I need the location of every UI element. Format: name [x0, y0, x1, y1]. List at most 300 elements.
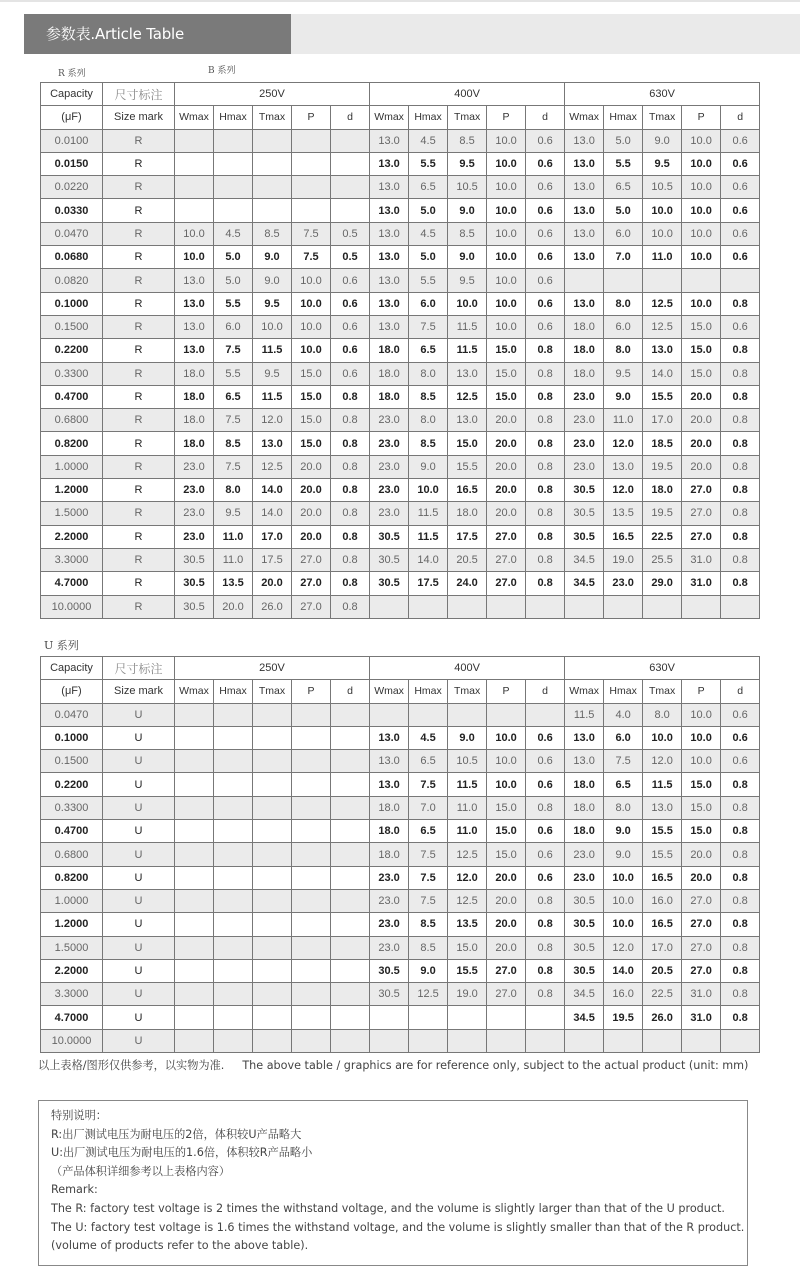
value-cell-v250-d: 0.8	[331, 502, 370, 525]
value-cell-v250-p	[292, 1029, 331, 1052]
value-cell-v400-tmax: 15.5	[448, 455, 487, 478]
value-cell-v630-d: 0.8	[721, 502, 760, 525]
value-cell-v630-d	[721, 269, 760, 292]
value-cell-v630-p: 15.0	[682, 796, 721, 819]
size-mark-cell: R	[103, 502, 175, 525]
table-row	[41, 726, 760, 749]
capacity-cell: 0.4700	[41, 820, 103, 843]
value-cell-v250-hmax	[214, 936, 253, 959]
value-cell-v400-tmax: 10.0	[448, 292, 487, 315]
value-cell-v250-tmax	[253, 726, 292, 749]
value-cell-v250-hmax: 5.0	[214, 246, 253, 269]
value-cell-v630-d: 0.8	[721, 292, 760, 315]
value-cell-v250-hmax	[214, 983, 253, 1006]
value-cell-v630-p: 27.0	[682, 913, 721, 936]
value-cell-v400-hmax: 7.5	[409, 315, 448, 338]
value-cell-v250-tmax: 9.5	[253, 362, 292, 385]
value-cell-v250-d: 0.6	[331, 315, 370, 338]
value-cell-v400-hmax: 9.0	[409, 455, 448, 478]
value-cell-v400-p	[487, 703, 526, 726]
value-cell-v630-p: 15.0	[682, 773, 721, 796]
value-cell-v400-d: 0.8	[526, 572, 565, 595]
value-cell-v400-d: 0.6	[526, 726, 565, 749]
value-cell-v250-d: 0.6	[331, 292, 370, 315]
value-cell-v250-wmax: 13.0	[175, 339, 214, 362]
value-cell-v400-d: 0.6	[526, 292, 565, 315]
value-cell-v250-wmax	[175, 129, 214, 152]
value-cell-v250-p	[292, 936, 331, 959]
column-header-p: P	[292, 680, 331, 703]
value-cell-v400-hmax: 4.5	[409, 222, 448, 245]
column-header-wmax: Wmax	[565, 680, 604, 703]
table-row	[41, 385, 760, 408]
value-cell-v250-wmax: 23.0	[175, 455, 214, 478]
capacity-cell: 0.3300	[41, 362, 103, 385]
value-cell-v250-tmax: 8.5	[253, 222, 292, 245]
value-cell-v630-hmax: 23.0	[604, 572, 643, 595]
value-cell-v630-hmax: 6.0	[604, 315, 643, 338]
value-cell-v400-wmax: 13.0	[370, 152, 409, 175]
size-mark-cell: R	[103, 176, 175, 199]
value-cell-v630-tmax	[643, 1029, 682, 1052]
value-cell-v630-hmax	[604, 1029, 643, 1052]
value-cell-v630-p: 10.0	[682, 222, 721, 245]
value-cell-v250-tmax	[253, 820, 292, 843]
value-cell-v630-tmax: 16.5	[643, 913, 682, 936]
voltage-header-400v: 400V	[370, 83, 565, 106]
value-cell-v400-p	[487, 1029, 526, 1052]
value-cell-v630-wmax: 30.5	[565, 479, 604, 502]
voltage-header-250v: 250V	[175, 83, 370, 106]
value-cell-v400-wmax: 13.0	[370, 199, 409, 222]
value-cell-v250-d	[331, 889, 370, 912]
size-mark-cell: R	[103, 572, 175, 595]
value-cell-v250-d	[331, 176, 370, 199]
value-cell-v630-tmax: 15.5	[643, 843, 682, 866]
table-row	[41, 773, 760, 796]
value-cell-v630-tmax	[643, 595, 682, 618]
table-row	[41, 409, 760, 432]
value-cell-v400-p: 20.0	[487, 432, 526, 455]
table-row	[41, 820, 760, 843]
size-mark-cell: R	[103, 315, 175, 338]
value-cell-v400-d: 0.8	[526, 889, 565, 912]
value-cell-v400-hmax	[409, 595, 448, 618]
value-cell-v630-d: 0.8	[721, 773, 760, 796]
value-cell-v250-d: 0.5	[331, 246, 370, 269]
size-mark-cell: U	[103, 983, 175, 1006]
value-cell-v400-hmax	[409, 703, 448, 726]
value-cell-v400-tmax: 18.0	[448, 502, 487, 525]
value-cell-v250-wmax	[175, 152, 214, 175]
value-cell-v250-wmax: 13.0	[175, 292, 214, 315]
value-cell-v630-hmax: 5.0	[604, 129, 643, 152]
capacity-cell: 0.3300	[41, 796, 103, 819]
value-cell-v250-tmax	[253, 199, 292, 222]
value-cell-v400-tmax	[448, 1029, 487, 1052]
value-cell-v630-p: 27.0	[682, 959, 721, 982]
value-cell-v400-wmax: 13.0	[370, 222, 409, 245]
value-cell-v250-d: 0.8	[331, 479, 370, 502]
value-cell-v630-d: 0.6	[721, 129, 760, 152]
value-cell-v400-tmax: 15.5	[448, 959, 487, 982]
value-cell-v630-wmax	[565, 595, 604, 618]
value-cell-v250-p	[292, 1006, 331, 1029]
value-cell-v400-tmax: 15.0	[448, 936, 487, 959]
value-cell-v630-tmax: 18.0	[643, 479, 682, 502]
size-mark-cell: U	[103, 820, 175, 843]
reference-note	[38, 1057, 748, 1073]
value-cell-v400-wmax: 30.5	[370, 959, 409, 982]
value-cell-v630-tmax: 20.5	[643, 959, 682, 982]
size-mark-cell: R	[103, 199, 175, 222]
value-cell-v400-hmax	[409, 1006, 448, 1029]
value-cell-v400-d: 0.6	[526, 152, 565, 175]
value-cell-v250-tmax	[253, 703, 292, 726]
capacity-cell: 0.0330	[41, 199, 103, 222]
value-cell-v400-p: 10.0	[487, 176, 526, 199]
value-cell-v400-wmax: 13.0	[370, 129, 409, 152]
value-cell-v250-d	[331, 983, 370, 1006]
table-row	[41, 959, 760, 982]
size-mark-cell: R	[103, 385, 175, 408]
value-cell-v630-tmax: 19.5	[643, 455, 682, 478]
value-cell-v630-p	[682, 269, 721, 292]
value-cell-v250-wmax: 23.0	[175, 525, 214, 548]
value-cell-v630-hmax: 7.5	[604, 750, 643, 773]
capacity-header: Capacity	[41, 83, 103, 106]
value-cell-v630-p: 27.0	[682, 936, 721, 959]
size-mark-header-cn: 尺寸标注	[103, 83, 175, 106]
value-cell-v250-hmax	[214, 152, 253, 175]
value-cell-v400-d: 0.6	[526, 246, 565, 269]
value-cell-v630-wmax: 30.5	[565, 936, 604, 959]
u-series-label: U 系列	[44, 639, 79, 652]
capacity-cell: 2.2000	[41, 525, 103, 548]
column-header-d: d	[721, 680, 760, 703]
value-cell-v250-wmax: 30.5	[175, 548, 214, 571]
value-cell-v250-tmax: 9.0	[253, 269, 292, 292]
value-cell-v630-d: 0.8	[721, 959, 760, 982]
column-header-d: d	[331, 680, 370, 703]
size-mark-cell: U	[103, 913, 175, 936]
value-cell-v630-hmax: 8.0	[604, 292, 643, 315]
value-cell-v400-tmax: 8.5	[448, 222, 487, 245]
value-cell-v250-d	[331, 866, 370, 889]
value-cell-v630-hmax: 8.0	[604, 339, 643, 362]
value-cell-v250-d	[331, 843, 370, 866]
value-cell-v630-wmax: 34.5	[565, 548, 604, 571]
value-cell-v630-hmax: 10.0	[604, 889, 643, 912]
value-cell-v400-d: 0.6	[526, 222, 565, 245]
value-cell-v250-d	[331, 913, 370, 936]
value-cell-v630-d: 0.8	[721, 525, 760, 548]
value-cell-v400-wmax: 30.5	[370, 572, 409, 595]
size-mark-cell: R	[103, 129, 175, 152]
value-cell-v400-p: 15.0	[487, 385, 526, 408]
value-cell-v250-tmax: 13.0	[253, 432, 292, 455]
size-mark-cell: R	[103, 455, 175, 478]
column-header-d: d	[526, 106, 565, 129]
column-header-hmax: Hmax	[409, 680, 448, 703]
value-cell-v400-d: 0.6	[526, 843, 565, 866]
column-header-d: d	[721, 106, 760, 129]
value-cell-v400-wmax: 13.0	[370, 176, 409, 199]
remark-line: 特别说明：	[51, 1109, 107, 1122]
value-cell-v630-p: 15.0	[682, 315, 721, 338]
size-mark-cell: U	[103, 1029, 175, 1052]
value-cell-v630-hmax: 16.0	[604, 983, 643, 1006]
table-row	[41, 750, 760, 773]
value-cell-v630-d: 0.6	[721, 246, 760, 269]
value-cell-v250-hmax: 5.0	[214, 269, 253, 292]
value-cell-v250-d: 0.8	[331, 432, 370, 455]
size-mark-cell: R	[103, 362, 175, 385]
value-cell-v250-hmax	[214, 866, 253, 889]
value-cell-v630-hmax: 6.0	[604, 222, 643, 245]
size-mark-header-cn: 尺寸标注	[103, 657, 175, 680]
size-mark-cell: U	[103, 726, 175, 749]
value-cell-v400-d: 0.8	[526, 983, 565, 1006]
capacity-unit-header: (μF)	[41, 106, 103, 129]
value-cell-v630-tmax: 17.0	[643, 936, 682, 959]
value-cell-v630-d: 0.8	[721, 362, 760, 385]
capacity-unit-header: (μF)	[41, 680, 103, 703]
column-header-wmax: Wmax	[370, 106, 409, 129]
value-cell-v250-tmax: 20.0	[253, 572, 292, 595]
table-row	[41, 1029, 760, 1052]
value-cell-v630-wmax: 30.5	[565, 959, 604, 982]
value-cell-v400-d	[526, 703, 565, 726]
capacity-cell: 0.2200	[41, 339, 103, 362]
size-mark-cell: U	[103, 703, 175, 726]
table-row	[41, 502, 760, 525]
value-cell-v250-hmax: 20.0	[214, 595, 253, 618]
value-cell-v400-hmax: 7.5	[409, 773, 448, 796]
value-cell-v250-wmax: 30.5	[175, 572, 214, 595]
value-cell-v250-hmax: 9.5	[214, 502, 253, 525]
size-mark-cell: U	[103, 1006, 175, 1029]
value-cell-v630-wmax: 34.5	[565, 572, 604, 595]
voltage-header-630v: 630V	[565, 83, 760, 106]
value-cell-v400-hmax: 8.0	[409, 409, 448, 432]
table-row	[41, 913, 760, 936]
value-cell-v250-hmax	[214, 796, 253, 819]
value-cell-v250-tmax	[253, 176, 292, 199]
value-cell-v630-tmax: 26.0	[643, 1006, 682, 1029]
capacity-cell: 0.0150	[41, 152, 103, 175]
value-cell-v400-wmax	[370, 1029, 409, 1052]
value-cell-v400-p: 27.0	[487, 959, 526, 982]
column-header-wmax: Wmax	[370, 680, 409, 703]
value-cell-v630-tmax: 8.0	[643, 703, 682, 726]
value-cell-v250-p: 15.0	[292, 409, 331, 432]
capacity-cell: 1.2000	[41, 913, 103, 936]
value-cell-v250-d	[331, 152, 370, 175]
value-cell-v400-p: 27.0	[487, 572, 526, 595]
value-cell-v630-tmax: 16.5	[643, 866, 682, 889]
value-cell-v250-p	[292, 796, 331, 819]
column-header-p: P	[487, 680, 526, 703]
value-cell-v250-wmax: 13.0	[175, 269, 214, 292]
value-cell-v400-d	[526, 1029, 565, 1052]
value-cell-v630-tmax: 9.5	[643, 152, 682, 175]
value-cell-v250-tmax	[253, 959, 292, 982]
value-cell-v630-d: 0.6	[721, 152, 760, 175]
capacity-cell: 0.4700	[41, 385, 103, 408]
value-cell-v400-hmax: 6.5	[409, 820, 448, 843]
value-cell-v400-d: 0.8	[526, 959, 565, 982]
value-cell-v630-d: 0.6	[721, 315, 760, 338]
value-cell-v250-tmax	[253, 983, 292, 1006]
value-cell-v250-wmax: 13.0	[175, 315, 214, 338]
value-cell-v400-p: 10.0	[487, 129, 526, 152]
reference-note-cn: 以上表格/图形仅供参考，以实物为准.	[38, 1059, 225, 1072]
value-cell-v250-wmax	[175, 959, 214, 982]
value-cell-v250-tmax: 9.0	[253, 246, 292, 269]
value-cell-v630-tmax: 10.0	[643, 222, 682, 245]
table-row	[41, 269, 760, 292]
value-cell-v630-wmax: 23.0	[565, 409, 604, 432]
value-cell-v400-d: 0.8	[526, 548, 565, 571]
column-header-hmax: Hmax	[214, 106, 253, 129]
size-mark-cell: R	[103, 479, 175, 502]
capacity-cell: 0.0470	[41, 222, 103, 245]
value-cell-v400-wmax: 23.0	[370, 479, 409, 502]
value-cell-v400-hmax: 7.0	[409, 796, 448, 819]
value-cell-v630-d: 0.8	[721, 339, 760, 362]
value-cell-v250-d	[331, 820, 370, 843]
column-header-tmax: Tmax	[643, 680, 682, 703]
remark-line: R:出厂测试电压为耐电压的2倍，体积较U产品略大	[51, 1127, 302, 1141]
capacity-cell: 1.5000	[41, 502, 103, 525]
value-cell-v400-hmax: 7.5	[409, 843, 448, 866]
r-series-table	[40, 82, 760, 619]
column-header-p: P	[292, 106, 331, 129]
value-cell-v630-hmax: 6.5	[604, 773, 643, 796]
value-cell-v400-wmax: 13.0	[370, 269, 409, 292]
value-cell-v250-tmax: 26.0	[253, 595, 292, 618]
value-cell-v250-wmax: 23.0	[175, 479, 214, 502]
value-cell-v250-wmax	[175, 796, 214, 819]
value-cell-v250-d: 0.8	[331, 572, 370, 595]
value-cell-v630-tmax: 14.0	[643, 362, 682, 385]
table-row	[41, 936, 760, 959]
value-cell-v400-tmax	[448, 595, 487, 618]
value-cell-v630-tmax: 13.0	[643, 339, 682, 362]
value-cell-v630-hmax: 5.0	[604, 199, 643, 222]
column-header-wmax: Wmax	[175, 106, 214, 129]
value-cell-v400-hmax: 8.5	[409, 913, 448, 936]
value-cell-v630-tmax: 16.0	[643, 889, 682, 912]
value-cell-v400-wmax: 23.0	[370, 409, 409, 432]
value-cell-v630-d: 0.8	[721, 548, 760, 571]
value-cell-v250-wmax	[175, 936, 214, 959]
value-cell-v400-p: 10.0	[487, 315, 526, 338]
value-cell-v630-p: 10.0	[682, 726, 721, 749]
size-mark-cell: R	[103, 409, 175, 432]
value-cell-v400-tmax: 9.5	[448, 152, 487, 175]
column-header-tmax: Tmax	[643, 106, 682, 129]
value-cell-v630-hmax: 9.0	[604, 843, 643, 866]
value-cell-v250-wmax: 23.0	[175, 502, 214, 525]
r-series-secondary-label: B 系列	[208, 66, 236, 76]
value-cell-v400-wmax	[370, 1006, 409, 1029]
value-cell-v250-wmax	[175, 773, 214, 796]
value-cell-v250-p: 10.0	[292, 269, 331, 292]
value-cell-v400-tmax: 10.5	[448, 176, 487, 199]
value-cell-v400-hmax: 9.0	[409, 959, 448, 982]
value-cell-v630-wmax: 23.0	[565, 432, 604, 455]
value-cell-v630-d	[721, 1029, 760, 1052]
value-cell-v630-d: 0.6	[721, 199, 760, 222]
value-cell-v630-d: 0.8	[721, 820, 760, 843]
value-cell-v630-hmax: 13.0	[604, 455, 643, 478]
value-cell-v400-wmax: 13.0	[370, 246, 409, 269]
value-cell-v630-wmax: 13.0	[565, 750, 604, 773]
value-cell-v250-hmax: 6.5	[214, 385, 253, 408]
value-cell-v250-hmax: 11.0	[214, 525, 253, 548]
value-cell-v400-hmax: 14.0	[409, 548, 448, 571]
value-cell-v400-p: 10.0	[487, 269, 526, 292]
value-cell-v250-p	[292, 773, 331, 796]
value-cell-v250-p	[292, 959, 331, 982]
value-cell-v250-d: 0.8	[331, 409, 370, 432]
value-cell-v400-hmax: 5.0	[409, 246, 448, 269]
value-cell-v630-wmax: 23.0	[565, 843, 604, 866]
value-cell-v630-p: 10.0	[682, 176, 721, 199]
table-row	[41, 595, 760, 618]
value-cell-v630-tmax: 22.5	[643, 525, 682, 548]
capacity-cell: 0.1000	[41, 292, 103, 315]
table-row	[41, 983, 760, 1006]
capacity-cell: 0.6800	[41, 843, 103, 866]
value-cell-v250-p	[292, 152, 331, 175]
value-cell-v630-wmax: 18.0	[565, 339, 604, 362]
value-cell-v400-hmax: 12.5	[409, 983, 448, 1006]
column-header-p: P	[487, 106, 526, 129]
value-cell-v630-tmax: 10.5	[643, 176, 682, 199]
value-cell-v400-d: 0.8	[526, 913, 565, 936]
value-cell-v400-wmax: 13.0	[370, 315, 409, 338]
value-cell-v400-hmax: 8.5	[409, 936, 448, 959]
value-cell-v630-p: 20.0	[682, 409, 721, 432]
value-cell-v400-tmax: 8.5	[448, 129, 487, 152]
column-header-hmax: Hmax	[409, 106, 448, 129]
value-cell-v400-tmax: 17.5	[448, 525, 487, 548]
value-cell-v250-p: 20.0	[292, 502, 331, 525]
value-cell-v400-p: 10.0	[487, 152, 526, 175]
capacity-cell: 0.1000	[41, 726, 103, 749]
value-cell-v250-p: 10.0	[292, 339, 331, 362]
value-cell-v630-wmax: 13.0	[565, 246, 604, 269]
value-cell-v400-hmax: 7.5	[409, 866, 448, 889]
value-cell-v250-tmax	[253, 936, 292, 959]
value-cell-v630-p: 27.0	[682, 502, 721, 525]
capacity-cell: 0.0100	[41, 129, 103, 152]
value-cell-v250-d	[331, 1029, 370, 1052]
value-cell-v630-hmax	[604, 269, 643, 292]
value-cell-v400-d: 0.6	[526, 199, 565, 222]
value-cell-v250-tmax: 14.0	[253, 502, 292, 525]
capacity-cell: 1.0000	[41, 889, 103, 912]
value-cell-v400-p: 27.0	[487, 983, 526, 1006]
value-cell-v400-d: 0.8	[526, 409, 565, 432]
value-cell-v630-wmax: 30.5	[565, 502, 604, 525]
value-cell-v250-tmax: 12.0	[253, 409, 292, 432]
value-cell-v250-hmax	[214, 726, 253, 749]
value-cell-v250-hmax	[214, 773, 253, 796]
